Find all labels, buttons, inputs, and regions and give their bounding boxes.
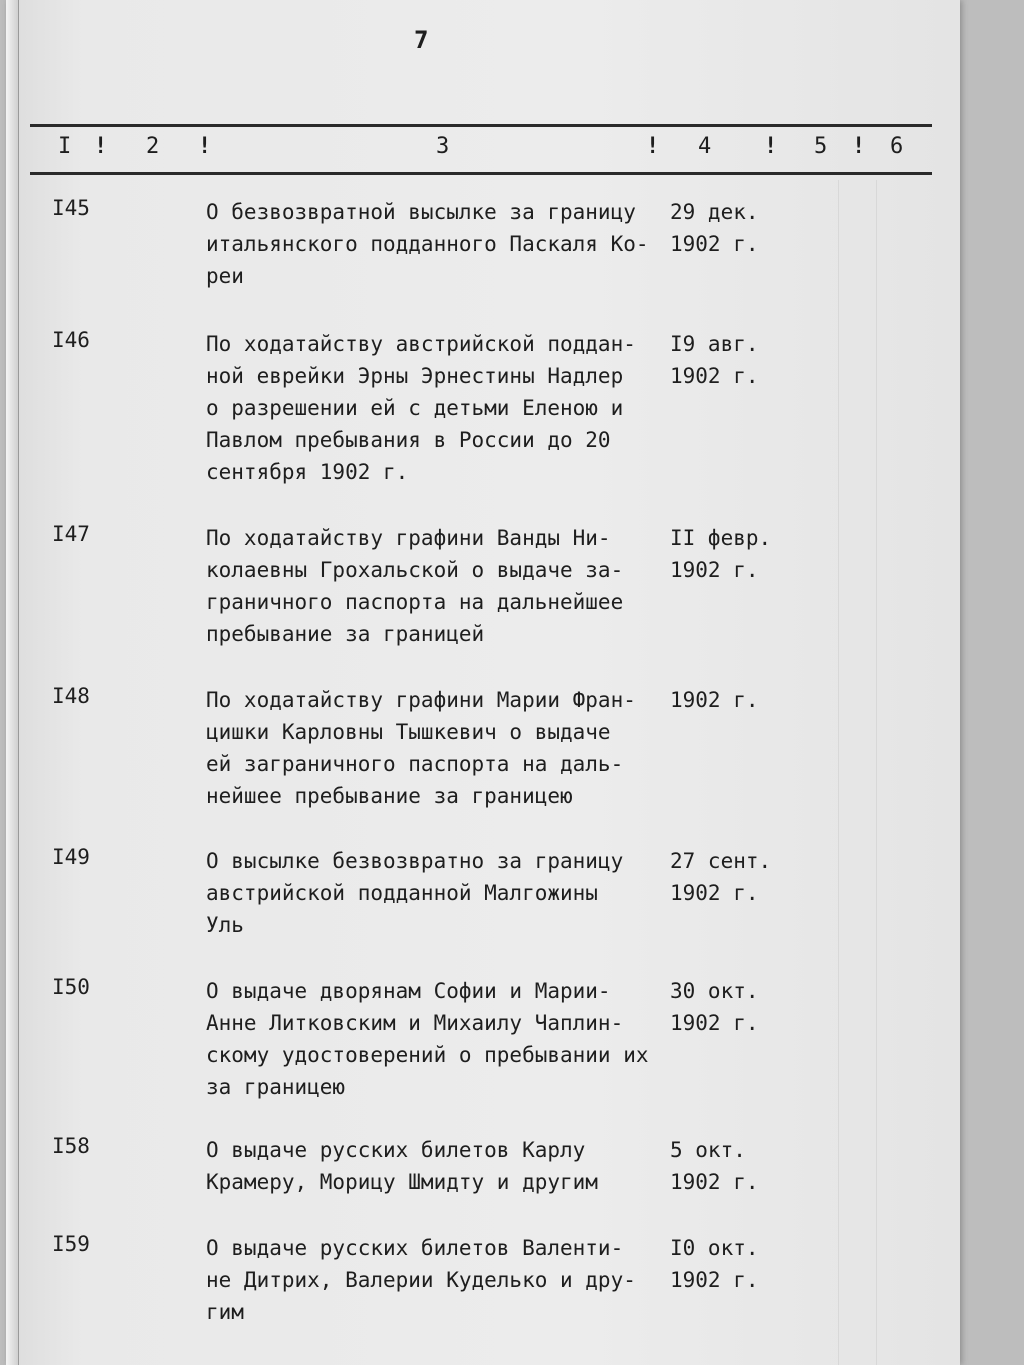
record-title: О выдаче дворянам Софии и Марии- Анне Литковским и Михаилу Чаплин- скому удостоверений о пребывании их за границею [206, 979, 649, 1099]
record-title: По ходатайству австрийской поддан- ной еврейки Эрны Эрнестины Надлер о разрешении ей с детьми Еленою и Павлом пребывания в России до 20 сентября 1902 г. [206, 332, 636, 484]
page-number: 7 [414, 26, 430, 54]
header-rule-bottom [30, 172, 932, 175]
page-binding-edge [6, 0, 19, 1365]
record-date: I0 окт. 1902 г. [670, 1236, 759, 1292]
record-number: I47 [52, 522, 90, 546]
header-separator: ! [94, 134, 108, 159]
record-date: 1902 г. [670, 688, 759, 712]
record-number: I45 [52, 196, 90, 220]
column-guide-line [838, 180, 839, 1365]
record-date: II февр. 1902 г. [670, 526, 772, 582]
record-date: 27 сент. 1902 г. [670, 849, 772, 905]
record-number: I59 [52, 1232, 90, 1256]
record-date: 29 дек. 1902 г. [670, 200, 759, 256]
record-title: По ходатайству графини Марии Фран- цишки Карловны Тышкевич о выдаче ей заграничного паспорта на даль- нейшее пребывание за границею [206, 688, 636, 808]
record-date: 30 окт. 1902 г. [670, 979, 759, 1035]
header-col-6: 6 [890, 134, 904, 159]
record-number: I48 [52, 684, 90, 708]
header-col-4: 4 [698, 134, 712, 159]
record-title: О выдаче русских билетов Валенти- не Дитрих, Валерии Куделько и дру- гим [206, 1236, 636, 1324]
record-date: 5 окт. 1902 г. [670, 1138, 759, 1194]
record-number: I46 [52, 328, 90, 352]
record-title: О безвозвратной высылке за границу итальянского подданного Паскаля Ко- реи [206, 200, 649, 288]
record-title: О высылке безвозвратно за границу австрийской подданной Малгожины Уль [206, 849, 624, 937]
record-title: По ходатайству графини Ванды Ни- колаевны Грохальской о выдаче за- граничного паспорта на дальнейшее пребывание за границей [206, 526, 624, 646]
record-number: I50 [52, 975, 90, 999]
record-number: I58 [52, 1134, 90, 1158]
column-guide-line [876, 180, 877, 1365]
header-separator: ! [646, 134, 660, 159]
record-date: I9 авг. 1902 г. [670, 332, 759, 388]
record-number: I49 [52, 845, 90, 869]
header-separator: ! [852, 134, 866, 159]
record-title: О выдаче русских билетов Карлу Крамеру, Морицу Шмидту и другим [206, 1138, 598, 1194]
header-separator: ! [764, 134, 778, 159]
header-col-3: 3 [436, 134, 450, 159]
header-col-5: 5 [814, 134, 828, 159]
header-separator: ! [198, 134, 212, 159]
header-rule-top [30, 124, 932, 127]
document-page [6, 0, 960, 1365]
header-col-1: I [58, 134, 72, 159]
header-col-2: 2 [146, 134, 160, 159]
